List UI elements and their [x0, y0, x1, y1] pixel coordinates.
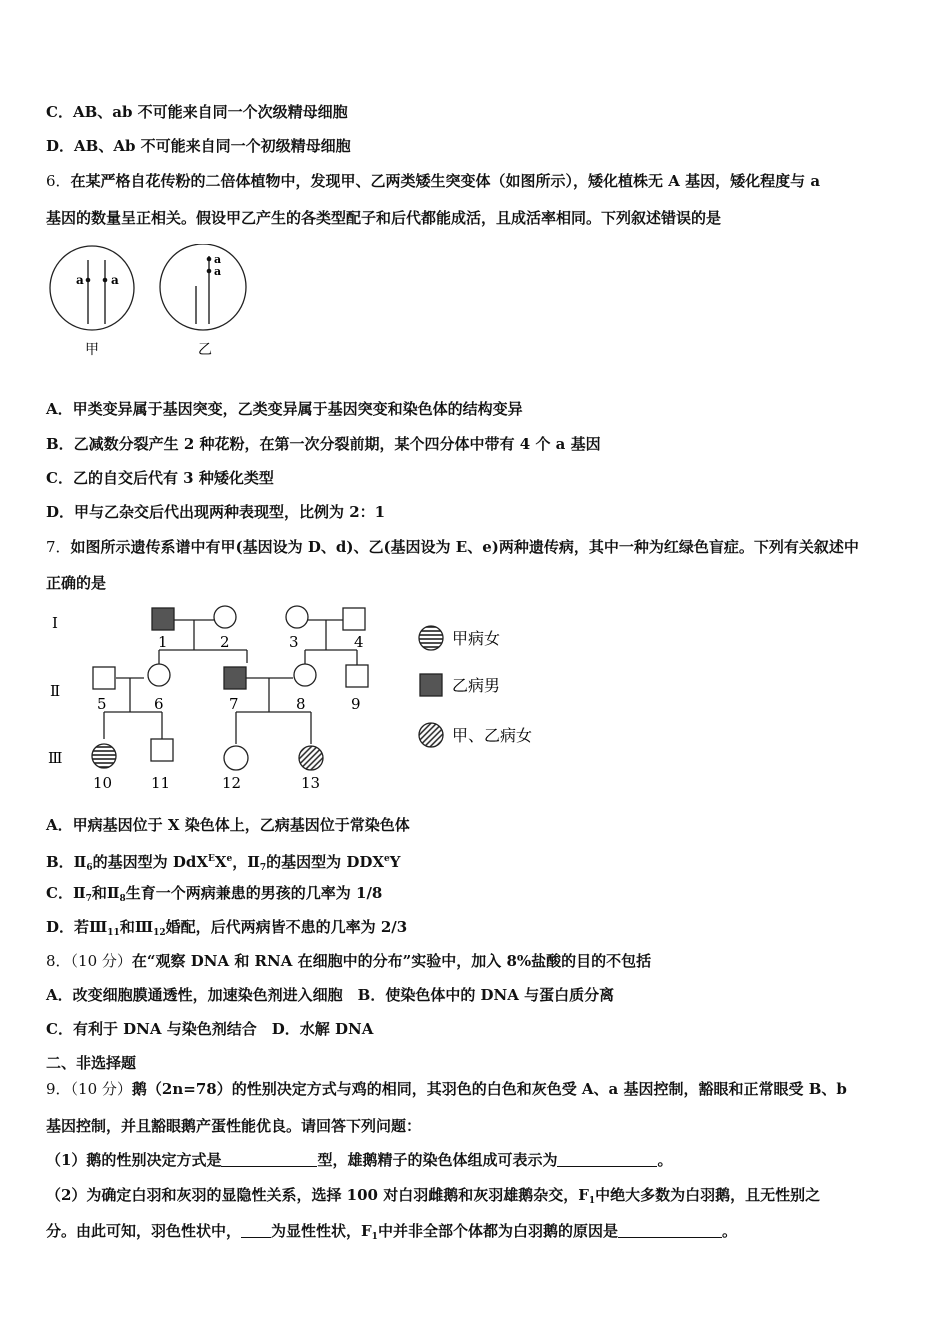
id-label: 11	[151, 774, 171, 792]
text-run: 和Ⅱ	[91, 884, 120, 902]
subscript: 11	[107, 928, 120, 938]
q7-option-b	[46, 849, 400, 878]
q9-number: 9．	[46, 1080, 71, 1098]
subscript: 8	[119, 894, 126, 904]
q7-number: 7．	[46, 538, 71, 556]
text-run: 生育一个两病兼患的男孩的几率为 1/8	[125, 884, 383, 902]
text-run: 分。由此可知，羽色性状中，	[46, 1222, 242, 1240]
subscript: 7	[259, 863, 267, 873]
subscript: 1	[371, 1232, 378, 1242]
q9-stem-line1	[46, 1079, 847, 1099]
pedigree-legend	[419, 626, 532, 747]
text-run: 的基因型为 DdX	[92, 853, 208, 871]
subscript: 6	[86, 863, 93, 873]
individual-8	[294, 664, 316, 686]
q8-score: （10 分）	[70, 952, 132, 970]
legend-label: 乙病男	[452, 676, 501, 695]
q7-stem-text1: 如图所示遗传系谱中有甲(基因设为 D、d)、乙(基因设为 E、e)两种遗传病，其中一种为红绿色盲症。下列有关叙述中	[70, 538, 859, 556]
text-run: 为显性性状，F	[271, 1222, 372, 1240]
text-run: 的基因型为 DDX	[266, 853, 385, 871]
q5-option-d: D．AB、Ab 不可能来自同一个初级精母细胞	[46, 137, 351, 155]
q9-stem-text1: 鹅（2n=78）的性别决定方式与鸡的相同，其羽色的白色和灰色受 A、a 基因控制，豁眼和正常眼受 B、b	[131, 1080, 847, 1098]
text-run: ，Ⅱ	[232, 853, 260, 871]
q9-part1	[46, 1150, 672, 1170]
text-run: 中绝大多数为白羽鹅，且无性别之	[595, 1186, 821, 1204]
cell-jia	[50, 246, 134, 358]
q8-stem	[46, 951, 651, 971]
answer-blank[interactable]	[221, 1152, 317, 1167]
generation-label: Ⅲ	[48, 749, 63, 767]
q7-stem-line2: 正确的是	[46, 574, 107, 592]
individual-2	[214, 606, 236, 628]
id-label: 13	[301, 774, 321, 792]
id-label: 4	[354, 633, 364, 651]
q6-option-d: D．甲与乙杂交后代出现两种表现型，比例为 2：1	[46, 503, 386, 521]
pedigree-chart	[40, 598, 580, 798]
allele-label: a	[214, 265, 222, 278]
q8-number: 8．	[46, 952, 71, 970]
id-label: 6	[154, 695, 164, 713]
cell-yi-label: 乙	[198, 342, 212, 358]
text-run: 和Ⅲ	[119, 918, 154, 936]
q8-stem-text: 在“观察 DNA 和 RNA 在细胞中的分布”实验中，加入 8%盐酸的目的不包括	[131, 952, 652, 970]
individual-6	[148, 664, 170, 686]
answer-blank[interactable]	[618, 1223, 722, 1238]
q9-stem-line2: 基因控制，并且豁眼鹅产蛋性能优良。请回答下列问题：	[46, 1117, 422, 1135]
text-run: （1）鹅的性别决定方式是	[46, 1151, 222, 1169]
individual-4	[343, 608, 365, 630]
subscript: 1	[588, 1196, 596, 1206]
q6-stem-line2: 基因的数量呈正相关。假设甲乙产生的各类型配子和后代都能成活，且成活率相同。下列叙述错误的是	[46, 209, 722, 227]
id-label: 5	[97, 695, 107, 713]
subscript: 12	[153, 928, 166, 938]
text-run: 。	[721, 1222, 737, 1240]
text-run: 婚配，后代两病皆不患的几率为 2/3	[165, 918, 408, 936]
q7-stem-line1	[46, 537, 859, 557]
q9-part2-line1	[46, 1185, 820, 1211]
q6-number: 6．	[46, 172, 71, 190]
cell-yi	[160, 244, 246, 358]
text-run: B．Ⅱ	[46, 853, 87, 871]
individual-3	[286, 606, 308, 628]
q7-option-d	[46, 917, 407, 943]
id-label: 1	[158, 633, 168, 651]
text-run: 。	[657, 1151, 673, 1169]
q6-stem-text1: 在某严格自花传粉的二倍体植物中，发现甲、乙两类矮生突变体（如图所示），矮化植株无 A 基因，矮化程度与 a	[70, 172, 821, 190]
individual-1	[152, 608, 174, 630]
superscript: e	[226, 854, 233, 864]
answer-blank[interactable]	[241, 1223, 271, 1238]
q5-option-c: C．AB、ab 不可能来自同一个次级精母细胞	[46, 103, 348, 121]
text-run: D．若Ⅲ	[46, 918, 108, 936]
text-run: 中并非全部个体都为白羽鹅的原因是	[377, 1222, 618, 1240]
text-run: 型，雄鹅精子的染色体组成可表示为	[317, 1151, 558, 1169]
individual-12	[224, 746, 248, 770]
text-run: C．Ⅱ	[46, 884, 86, 902]
id-label: 12	[222, 774, 242, 792]
q8-options-cd: C．有利于 DNA 与染色剂结合 D．水解 DNA	[46, 1020, 374, 1038]
id-label: 2	[220, 633, 230, 651]
id-label: 8	[296, 695, 306, 713]
text-run: Y	[389, 853, 401, 871]
individual-9	[346, 665, 368, 687]
q8-options-ab: A．改变细胞膜通透性，加速染色剂进入细胞 B．使染色体中的 DNA 与蛋白质分离	[46, 986, 615, 1004]
q6-stem-line1	[46, 171, 820, 191]
q7-option-a: A．甲病基因位于 X 染色体上，乙病基因位于常染色体	[46, 816, 410, 834]
allele-label: a	[76, 273, 84, 287]
q6-option-c: C．乙的自交后代有 3 种矮化类型	[46, 469, 274, 487]
individual-5	[93, 667, 115, 689]
id-label: 3	[289, 633, 299, 651]
q9-part2-line2	[46, 1221, 737, 1247]
q6-option-a: A．甲类变异属于基因突变，乙类变异属于基因突变和染色体的结构变异	[46, 400, 523, 418]
chromosome-figure	[48, 244, 258, 359]
subscript: 7	[85, 894, 92, 904]
generation-label: Ⅱ	[50, 682, 61, 700]
individual-11	[151, 739, 173, 761]
allele-label: a	[111, 273, 119, 287]
id-label: 7	[229, 695, 239, 713]
q9-score: （10 分）	[70, 1080, 132, 1098]
legend-label: 甲、乙病女	[452, 726, 533, 745]
individual-13	[299, 746, 323, 770]
text-run: X	[214, 853, 227, 871]
q7-option-c	[46, 883, 382, 909]
text-run: （2）为确定白羽和灰羽的显隐性关系，选择 100 对白羽雌鹅和灰羽雄鹅杂交，F	[46, 1186, 589, 1204]
id-label: 10	[93, 774, 113, 792]
answer-blank[interactable]	[557, 1152, 657, 1167]
cell-jia-label: 甲	[85, 342, 99, 358]
generation-label: Ⅰ	[52, 614, 58, 632]
superscript: e	[384, 854, 390, 864]
individual-7	[224, 667, 246, 689]
id-label: 9	[351, 695, 361, 713]
q6-option-b: B．乙减数分裂产生 2 种花粉，在第一次分裂前期，某个四分体中带有 4 个 a 基因	[46, 435, 601, 453]
legend-label: 甲病女	[452, 629, 501, 648]
allele-label: a	[214, 253, 222, 266]
individual-10	[92, 744, 116, 768]
section-heading: 二、非选择题	[46, 1054, 137, 1072]
superscript: E	[207, 854, 215, 864]
